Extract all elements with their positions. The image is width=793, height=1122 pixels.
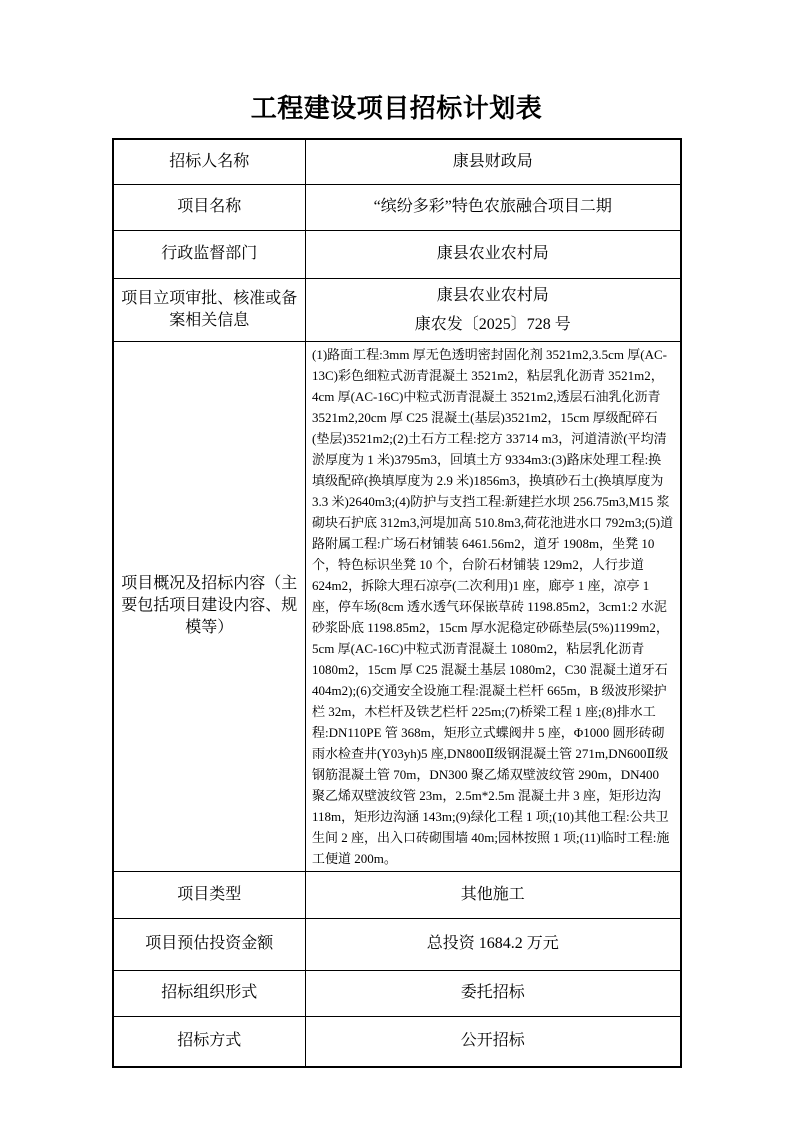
page-title: 工程建设项目招标计划表 bbox=[250, 94, 543, 123]
organization-form-label: 招标组织形式 bbox=[113, 970, 306, 1016]
table-row-project-type bbox=[113, 871, 681, 918]
table-row-estimated-investment bbox=[113, 918, 681, 970]
tenderer-name-value: 康县财政局 bbox=[306, 139, 681, 184]
table-row-bidding-method bbox=[113, 1016, 681, 1067]
project-overview-label: 项目概况及招标内容（主要包括项目建设内容、规模等） bbox=[113, 341, 306, 871]
approval-info-value bbox=[306, 278, 681, 341]
project-type-label: 项目类型 bbox=[113, 871, 306, 918]
project-overview-value: (1)路面工程:3mm 厚无色透明密封固化剂 3521m2,3.5cm 厚(AC-13C)彩色细粒式沥青混凝土 3521m2，粘层乳化沥青 3521m2，4cm 厚(AC-16C)中粒式沥青混凝土 3521m2,透层石油乳化沥青 3521m2,20cm 厚 C25 混凝土(基层)3521m2，15cm 厚级配碎石(垫层)3521m2;(2)土石方工程:挖方 33714 m3，河道清淤(平均清淤厚度为 1 米)3795m3，回填土方 9334m3:(3)路床处理工程:换填级配碎(换填厚度为 2.9 米)1856m3，换填砂石土(换填厚度为 3.3 米)2640m3;(4)防护与支挡工程:新建拦水坝 256.75m3,M15 浆砌块石护底 312m3,河堤加高 510.8m3,荷花池进水口 792m3;(5)道路附属工程:广场石材铺装 6461.56m2，道牙 1908m，坐凳 10 个，特色标识坐凳 10 个，台阶石材铺装 129m2，人行步道 624m2，拆除大理石凉亭(二次利用)1 座，廊亭 1 座，凉亭 1 座，停车场(8cm 透水透气环保嵌草砖 1198.85m2，3cm1:2 水泥砂浆卧底 1198.85m2，15cm 厚水泥稳定砂砾垫层(5%)1199m2，5cm 厚(AC-16C)中粒式沥青混凝土 1080m2，粘层乳化沥青 1080m2，15cm 厚 C25 混凝土基层 1080m2，C30 混凝土道牙石 404m2);(6)交通安全设施工程:混凝土栏杆 665m，B 级波形梁护栏 32m，木栏杆及铁艺栏杆 225m;(7)桥梁工程 1 座;(8)排水工程:DN110PE 管 368m，矩形立式蝶阀井 5 座，Φ1000 圆形砖砌雨水检查井(Y03yh)5 座,DN800Ⅱ级钢混凝土管 271m,DN600Ⅱ级钢筋混凝土管 70m，DN300 聚乙烯双壁波纹管 290m，DN400 聚乙烯双壁波纹管 23m，2.5m*2.5m 混凝土井 3 座，矩形边沟 118m，矩形边沟涵 143m;(9)绿化工程 1 项;(10)其他工程:公共卫生间 2 座，出入口砖砌围墙 40m;园林按照 1 项;(11)临时工程:施工便道 200m。 bbox=[306, 341, 681, 871]
bidding-method-value: 公开招标 bbox=[306, 1016, 681, 1067]
project-name-label: 项目名称 bbox=[113, 184, 306, 230]
project-name-value: “缤纷多彩”特色农旅融合项目二期 bbox=[306, 184, 681, 230]
bidding-method-label: 招标方式 bbox=[113, 1016, 306, 1067]
estimated-investment-value: 总投资 1684.2 万元 bbox=[306, 918, 681, 970]
tenderer-name-label: 招标人名称 bbox=[113, 139, 306, 184]
supervising-department-label: 行政监督部门 bbox=[113, 230, 306, 278]
organization-form-value: 委托招标 bbox=[306, 970, 681, 1016]
project-type-value: 其他施工 bbox=[306, 871, 681, 918]
table-row-tenderer bbox=[113, 139, 681, 184]
table-row-organization-form bbox=[113, 970, 681, 1016]
estimated-investment-label: 项目预估投资金额 bbox=[113, 918, 306, 970]
approval-document-number: 康农发〔2025〕728 号 bbox=[414, 315, 571, 333]
approval-authority-line: 康县农业农村局 bbox=[436, 286, 549, 304]
table-row-approval-info bbox=[113, 278, 681, 341]
supervising-department-value: 康县农业农村局 bbox=[306, 230, 681, 278]
bidding-plan-table bbox=[112, 138, 682, 1068]
table-row-project-overview bbox=[113, 341, 681, 871]
table-row-project-name bbox=[113, 184, 681, 230]
approval-info-label: 项目立项审批、核准或备案相关信息 bbox=[113, 278, 306, 341]
table-row-supervising-department bbox=[113, 230, 681, 278]
